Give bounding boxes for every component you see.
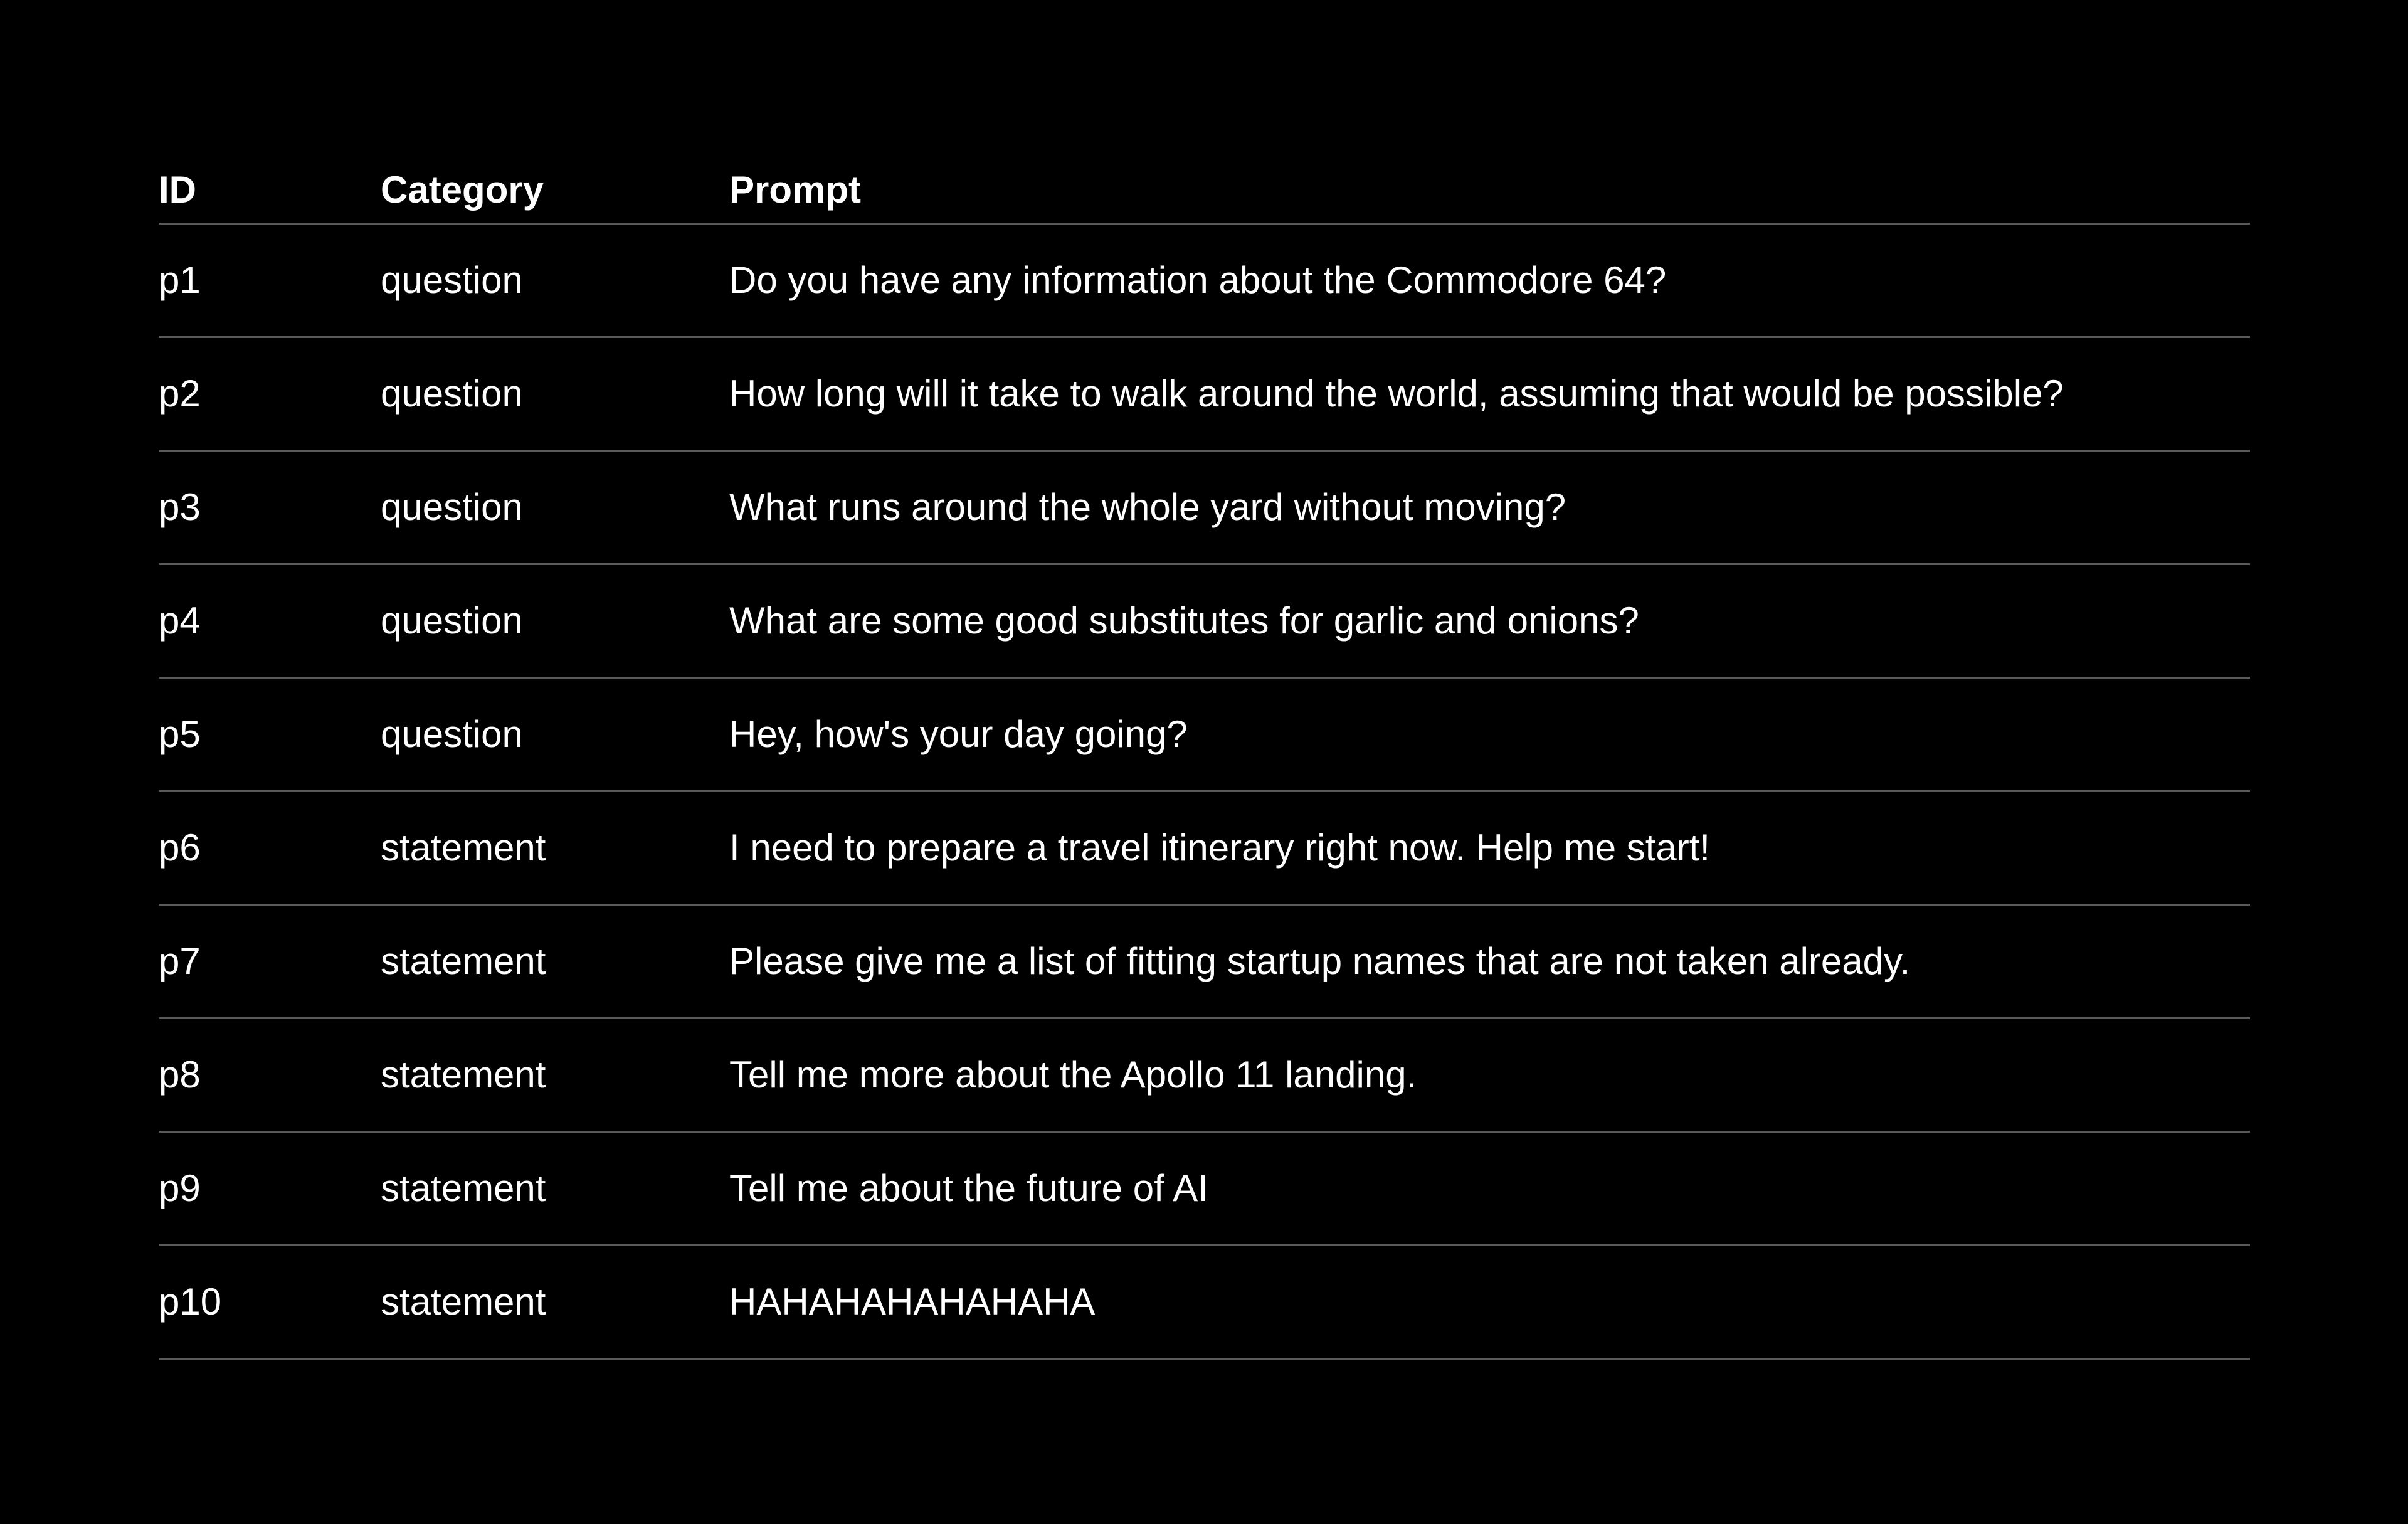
cell-category: statement	[381, 1281, 546, 1323]
cell-id: p4	[159, 600, 201, 642]
cell-id: p9	[159, 1167, 201, 1209]
cell-id: p7	[159, 940, 201, 982]
cell-category: question	[381, 713, 523, 755]
cell-category: question	[381, 600, 523, 642]
cell-id: p10	[159, 1281, 222, 1323]
cell-prompt: I need to prepare a travel itinerary right now. Help me start!	[729, 827, 1711, 869]
cell-category: statement	[381, 940, 546, 982]
table-row	[159, 1246, 2250, 1360]
cell-id: p3	[159, 486, 201, 528]
cell-category: question	[381, 259, 523, 301]
cell-prompt: Hey, how's your day going?	[729, 713, 1188, 755]
header-prompt: Prompt	[729, 168, 861, 211]
table-row	[159, 452, 2250, 565]
cell-prompt: Please give me a list of fitting startup names that are not taken already.	[729, 940, 1911, 982]
header-category: Category	[381, 168, 544, 211]
table-header	[159, 151, 2250, 225]
cell-prompt: Tell me more about the Apollo 11 landing.	[729, 1054, 1417, 1096]
cell-prompt: HAHAHAHAHAHAHA	[729, 1281, 1096, 1323]
table-row	[159, 792, 2250, 906]
cell-category: question	[381, 486, 523, 528]
cell-category: statement	[381, 1167, 546, 1209]
cell-prompt: What are some good substitutes for garlic and onions?	[729, 600, 1639, 642]
cell-prompt: Tell me about the future of AI	[729, 1167, 1208, 1209]
table-row	[159, 565, 2250, 679]
cell-id: p5	[159, 713, 201, 755]
header-id: ID	[159, 168, 196, 211]
table-row	[159, 225, 2250, 338]
prompts-table	[159, 151, 2250, 1360]
cell-id: p1	[159, 259, 201, 301]
cell-prompt: What runs around the whole yard without moving?	[729, 486, 1566, 528]
cell-prompt: Do you have any information about the Commodore 64?	[729, 259, 1667, 301]
cell-id: p6	[159, 827, 201, 869]
cell-category: question	[381, 373, 523, 415]
table-row	[159, 906, 2250, 1019]
cell-category: statement	[381, 1054, 546, 1096]
cell-prompt: How long will it take to walk around the world, assuming that would be possible?	[729, 373, 2064, 415]
cell-category: statement	[381, 827, 546, 869]
cell-id: p2	[159, 373, 201, 415]
table-row	[159, 338, 2250, 452]
cell-id: p8	[159, 1054, 201, 1096]
table-row	[159, 1133, 2250, 1246]
table-row	[159, 679, 2250, 792]
table-row	[159, 1019, 2250, 1133]
